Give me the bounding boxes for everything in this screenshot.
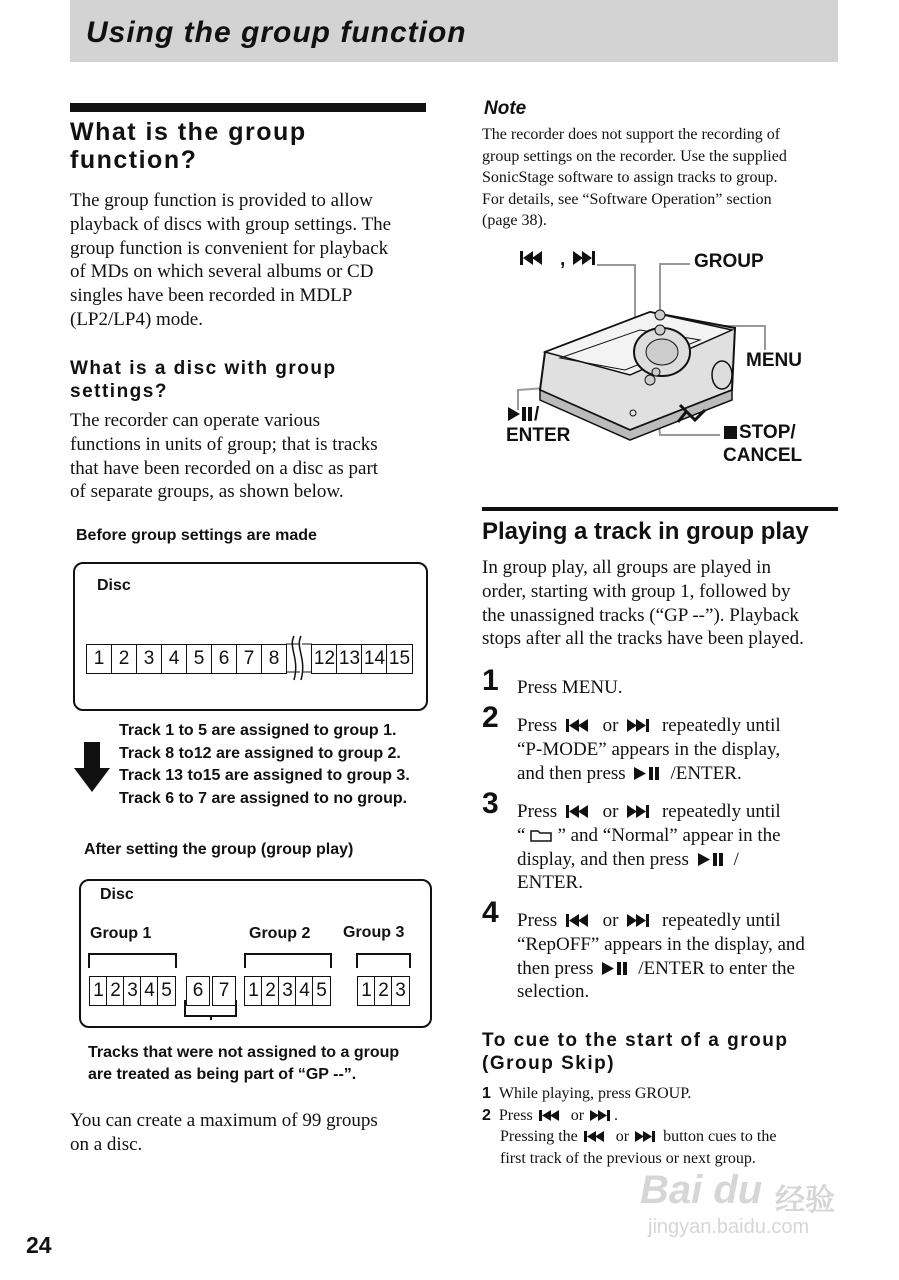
disc-label: Disc xyxy=(97,577,131,594)
note-text: The recorder does not support the recording of group settings on the recorder. Use the supplied SonicStage software to assign tracks to group. For details, see “Software Operation” section (page 38). xyxy=(482,126,787,229)
before-label: Before group settings are made xyxy=(76,527,317,544)
break-symbol-icon xyxy=(286,634,312,682)
play-pause-icon xyxy=(630,766,670,781)
track-cell: 4 xyxy=(140,977,158,1005)
step-2-number: 2 xyxy=(482,701,499,734)
stop-label: STOP/ xyxy=(739,422,796,443)
cancel-label: CANCEL xyxy=(723,445,803,466)
disc-label-2: Disc xyxy=(100,886,134,903)
folder-icon xyxy=(525,825,557,843)
watermark-url: jingyan.baidu.com xyxy=(648,1216,810,1238)
track-row-a xyxy=(86,644,287,674)
subsection-title: What is a disc with group settings? xyxy=(70,358,337,402)
track-cell: 2 xyxy=(106,977,124,1005)
step-2-text: Press or repeatedly until “P-MODE” appears in the display, and then press /ENTER. xyxy=(517,715,781,784)
prev-skip-icon xyxy=(562,718,598,733)
group-play-intro: In group play, all groups are played in order, starting with group 1, followed by the unassigned tracks (“GP --”). Playback stops after all the tracks have been played. xyxy=(482,557,804,650)
group-1-tracks xyxy=(89,976,176,1006)
watermark-brand: Bai du xyxy=(640,1168,763,1212)
track-cell: 14 xyxy=(361,645,387,673)
track-cell: 5 xyxy=(312,977,330,1005)
track-cell: 15 xyxy=(386,645,412,673)
section-title-group-function: What is the group function? xyxy=(70,118,307,174)
track-row-b xyxy=(311,644,413,674)
max-groups-text: You can create a maximum of 99 groups on a disc. xyxy=(70,1110,378,1155)
next-skip-icon xyxy=(633,1130,659,1143)
page-number: 24 xyxy=(26,1232,52,1258)
track-cell: 6 xyxy=(211,645,236,673)
track-cell: 5 xyxy=(157,977,175,1005)
track-cell: 5 xyxy=(186,645,211,673)
intro-paragraph: The group function is provided to allow playback of discs with group settings. The group function is convenient for playback of MDs on which several albums or CD singles have been recorded in MDLP (LP2/LP4) mode. xyxy=(70,190,392,330)
track-cell: 7 xyxy=(236,645,261,673)
track-cell: 1 xyxy=(357,977,375,1005)
next-skip-icon xyxy=(623,913,657,928)
track-cell: 2 xyxy=(111,645,136,673)
step-1-text: Press MENU. xyxy=(517,677,623,698)
skip-comma: , xyxy=(560,249,566,270)
page-title: Using the group function xyxy=(86,16,467,49)
track-cell: 8 xyxy=(261,645,286,673)
unassigned-note: Tracks that were not assigned to a group are treated as being part of “GP --”. xyxy=(88,1044,400,1083)
step-3-number: 3 xyxy=(482,787,499,820)
track-cell: 3 xyxy=(123,977,141,1005)
track-cell: 3 xyxy=(391,977,409,1005)
group-2-tracks xyxy=(244,976,331,1006)
track-cell: 3 xyxy=(278,977,296,1005)
group-2-label: Group 2 xyxy=(249,925,311,942)
step-4-number: 4 xyxy=(482,896,499,929)
step-1-number: 1 xyxy=(482,664,499,697)
after-label: After setting the group (group play) xyxy=(84,841,354,858)
next-skip-icon xyxy=(588,1109,614,1122)
no-group-track-6 xyxy=(186,976,210,1006)
prev-skip-icon xyxy=(562,913,598,928)
play-slash: / xyxy=(534,404,540,425)
watermark-cn: 经验 xyxy=(775,1184,835,1217)
next-skip-icon xyxy=(623,718,657,733)
track-cell: 6 xyxy=(186,977,209,1005)
group-1-label: Group 1 xyxy=(90,925,152,942)
track-cell: 2 xyxy=(261,977,279,1005)
section-title-group-play: Playing a track in group play xyxy=(482,518,809,545)
group-skip-title: To cue to the start of a group (Group Skip) xyxy=(482,1030,789,1074)
play-pause-icon xyxy=(598,961,638,976)
next-skip-icon xyxy=(623,804,657,819)
group-skip-steps: 1 While playing, press GROUP. 2 Press or . Pressing the or button cues to the first track of the previous or next group. xyxy=(482,1085,777,1167)
subsection-paragraph: The recorder can operate various functions in units of group; that is tracks that have been recorded on a disc as part of separate groups, as shown below. xyxy=(70,410,379,503)
section-rule-right xyxy=(482,507,838,511)
track-cell: 4 xyxy=(161,645,186,673)
group-button-label: GROUP xyxy=(694,251,764,272)
track-cell: 1 xyxy=(244,977,262,1005)
menu-button-label: MENU xyxy=(746,350,802,371)
track-cell: 3 xyxy=(136,645,161,673)
track-cell: 13 xyxy=(336,645,362,673)
md-recorder-device xyxy=(500,240,803,480)
step-4-text: Press or repeatedly until “RepOFF” appears in the display, and then press /ENTER to enter the selection. xyxy=(517,910,805,1003)
no-group-track-7 xyxy=(212,976,236,1006)
step-3-text: Press or repeatedly until “ ” and “Normal” appear in the display, and then press / ENTER. xyxy=(517,801,781,894)
section-rule xyxy=(70,103,426,112)
track-cell: 2 xyxy=(374,977,392,1005)
group-3-tracks xyxy=(357,976,410,1006)
down-arrow-icon xyxy=(74,742,110,792)
enter-label: ENTER xyxy=(506,425,571,446)
prev-skip-icon xyxy=(537,1109,567,1122)
track-cell: 1 xyxy=(89,977,107,1005)
track-cell: 7 xyxy=(212,977,235,1005)
track-cell: 1 xyxy=(86,645,111,673)
assignment-lines: Track 1 to 5 are assigned to group 1. Track 8 to12 are assigned to group 2. Track 13 to15 are assigned to group 3. Track 6 to 7 are assigned to no group. xyxy=(119,722,410,807)
play-pause-icon xyxy=(694,852,734,867)
prev-skip-icon xyxy=(562,804,598,819)
track-cell: 12 xyxy=(311,645,337,673)
note-title: Note xyxy=(484,98,527,119)
group-3-label: Group 3 xyxy=(343,924,405,941)
track-cell: 4 xyxy=(295,977,313,1005)
prev-skip-icon xyxy=(582,1130,612,1143)
